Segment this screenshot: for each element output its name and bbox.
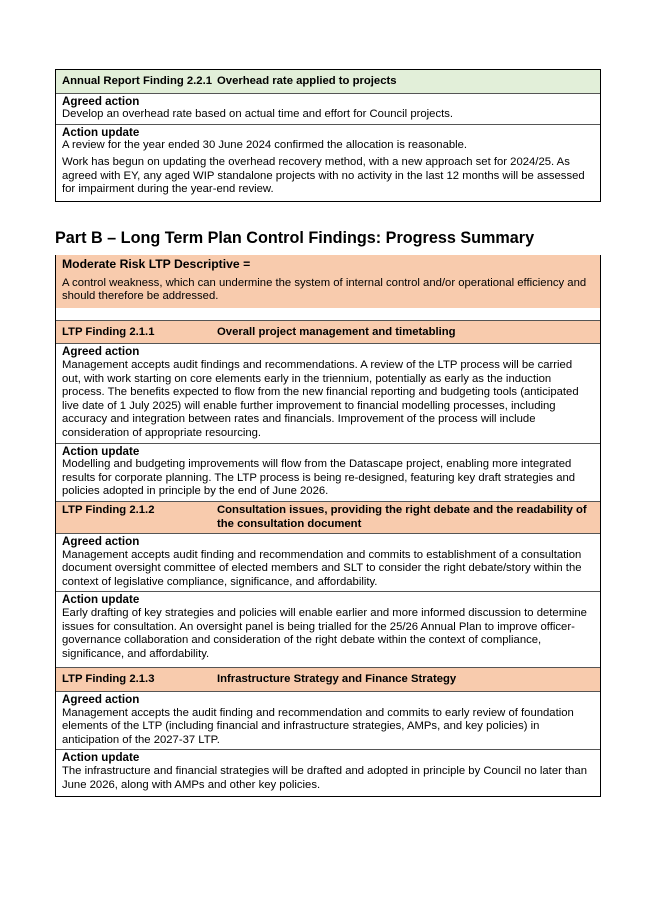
finding-title: Overhead rate applied to projects — [217, 75, 397, 87]
finding-header — [56, 320, 600, 344]
action-update-label: Action update — [62, 593, 140, 607]
action-update-cell — [56, 591, 600, 667]
action-update-paragraph: Work has begun on updating the overhead recovery method, with a new approach set for 2024/25. As agreed with EY, any aged WIP standalone projects with no activity in the last 12 months will be assessed for impairment during the year-end review. — [62, 155, 585, 196]
action-update-text: The infrastructure and financial strategies will be drafted and adopted in principle by Council no later than June 2026, along with AMPs and other key policies. — [62, 765, 587, 791]
agreed-action-text: Management accepts audit finding and recommendation and commits to establishment of a consultation document oversight committee of elected members and SLT to consider the right debate/story within the context of legislative compliance, significance, and affordability. — [62, 548, 582, 588]
agreed-action-label: Agreed action — [62, 94, 140, 108]
risk-descriptive-text: A control weakness, which can undermine the system of internal control and/or operational efficiency and should therefore be addressed. — [62, 276, 587, 303]
action-update-cell — [56, 749, 600, 796]
ltp-findings-table — [55, 255, 601, 797]
finding-title: Overall project management and timetabling — [217, 325, 456, 338]
finding-title: Consultation issues, providing the right debate and the readability of the consultation document — [217, 503, 587, 530]
finding-title: Infrastructure Strategy and Finance Strategy — [217, 673, 457, 686]
agreed-action-cell — [56, 533, 600, 591]
action-update-text: Early drafting of key strategies and policies will enable earlier and more informed discussion to determine issues for consultation. An oversight panel is being trialled for the 25/26 Annual Plan to improve officer-governance collaboration and consideration of the right debate within the context of compliance, significance, and affordability. — [62, 607, 587, 660]
finding-header — [56, 70, 600, 93]
action-update-paragraph: A review for the year ended 30 June 2024 confirmed the allocation is reasonable. — [62, 139, 468, 152]
finding-number: Annual Report Finding 2.2.1 — [62, 75, 213, 87]
agreed-action-label: Agreed action — [62, 345, 140, 359]
action-update-text: Modelling and budgeting improvements will flow from the Datascape project, enabling more integrated results for corporate planning. The LTP process is being re-designed, featuring key draft strategies and policies adopted in principle by the end of June 2026. — [62, 458, 576, 498]
agreed-action-cell — [56, 343, 600, 442]
agreed-action-cell — [56, 691, 600, 749]
finding-header — [56, 501, 600, 533]
agreed-action-text: Develop an overhead rate based on actual time and effort for Council projects. — [62, 108, 454, 121]
agreed-action-text: Management accepts the audit finding and recommendation and commits to early review of foundation elements of the LTP (including financial and infrastructure strategies, AMPs, and key policies) in anticipation of the 2027-37 LTP. — [62, 706, 574, 746]
risk-descriptive-title: Moderate Risk LTP Descriptive = — [62, 257, 251, 271]
agreed-action-cell — [56, 93, 600, 124]
finding-number: LTP Finding 2.1.1 — [62, 325, 155, 338]
action-update-cell — [56, 443, 600, 501]
section-heading: Part B – Long Term Plan Control Findings: Progress Summary — [55, 229, 535, 247]
risk-descriptive — [56, 255, 600, 308]
agreed-action-text: Management accepts audit findings and recommendations. A review of the LTP process will be carried out, with work starting on core elements early in the triennium, potentially as early as the induction process. The benefits expected to flow from the new financial reporting and budgeting tools (anticipated live date of 1 July 2025) will enable further improvement to financial modelling processes, including accuracy and integration between rates and financials. Improvement of the process will include consideration of appropriate resourcing. — [62, 358, 579, 439]
agreed-action-label: Agreed action — [62, 693, 140, 707]
action-update-label: Action update — [62, 751, 140, 765]
finding-number: LTP Finding 2.1.2 — [62, 503, 155, 516]
agreed-action-label: Agreed action — [62, 535, 140, 549]
finding-number: LTP Finding 2.1.3 — [62, 673, 155, 686]
action-update-label: Action update — [62, 125, 140, 139]
action-update-cell — [56, 124, 600, 201]
annual-report-finding-table — [55, 69, 601, 202]
spacer — [56, 308, 600, 320]
action-update-label: Action update — [62, 444, 140, 458]
finding-header — [56, 667, 600, 691]
